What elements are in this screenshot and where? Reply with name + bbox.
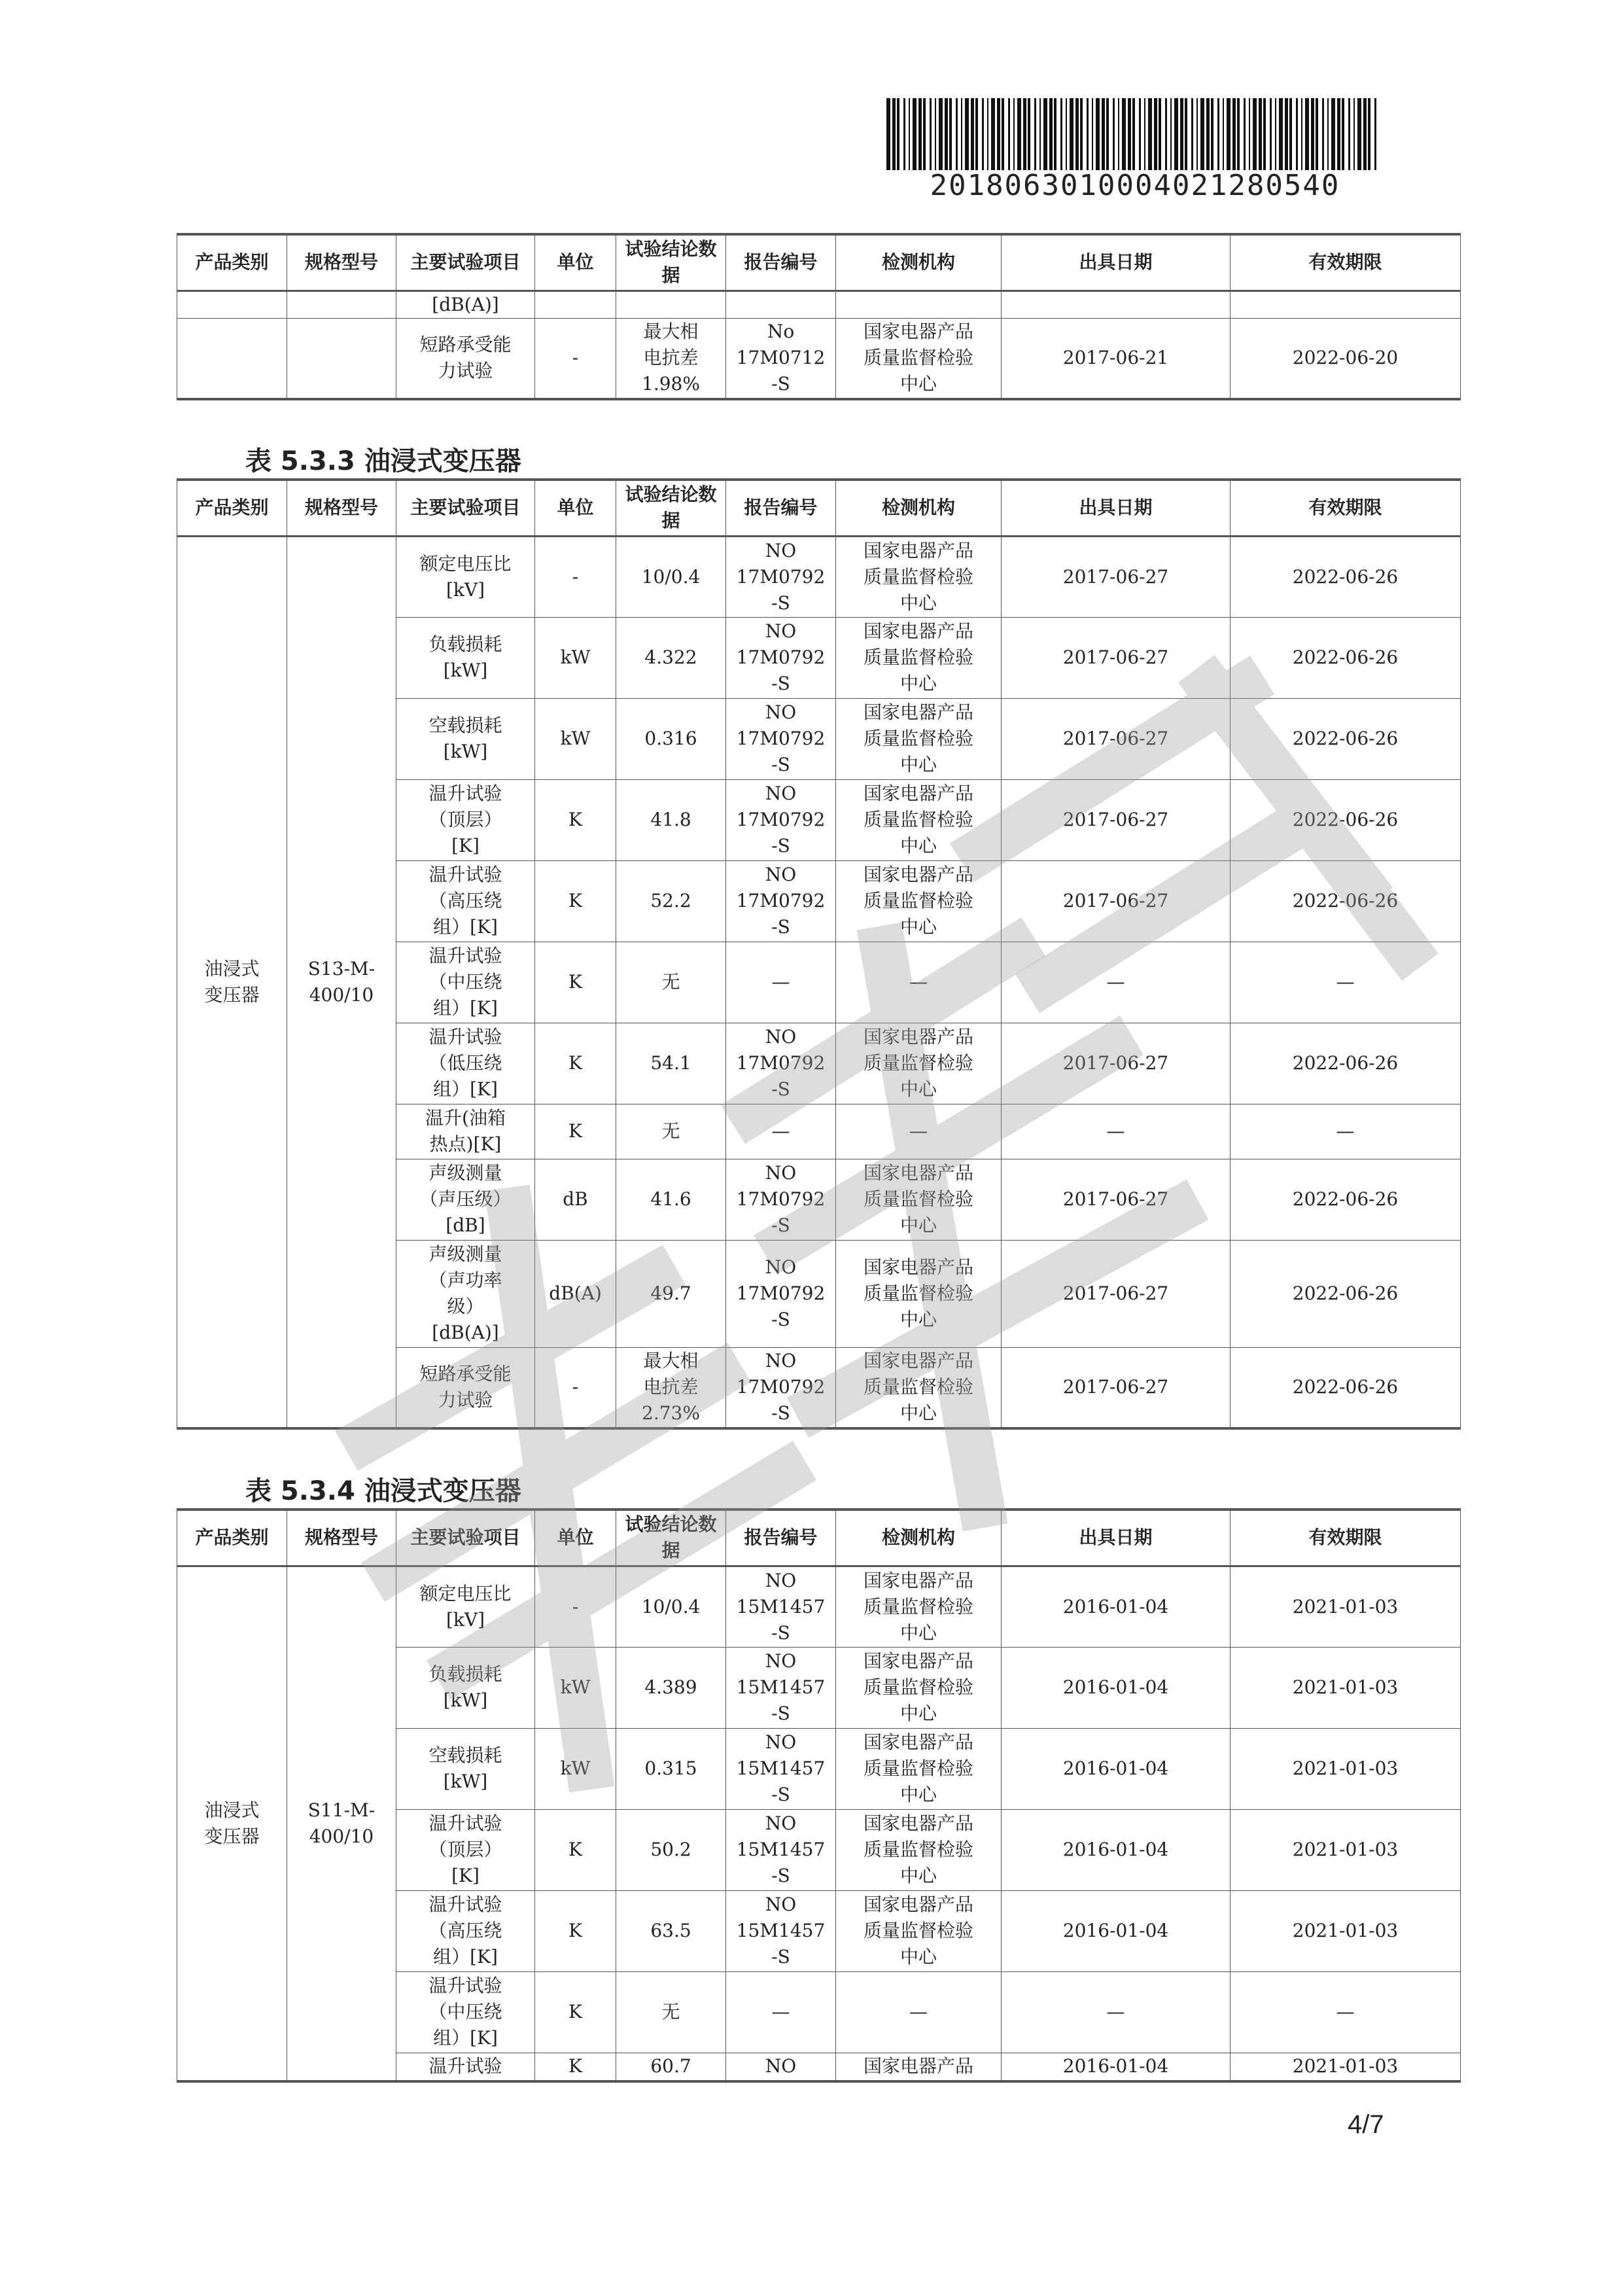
table-cell: —: [1230, 942, 1461, 1023]
table-cell: 国家电器产品 质量监督检验 中心: [836, 1159, 1002, 1240]
table-cell: K: [535, 1023, 616, 1104]
table-cell: 2022-06-26: [1230, 1347, 1461, 1428]
table-cell: 50.2: [616, 1809, 726, 1890]
barcode-bar: [975, 98, 978, 170]
table-cell: 0.316: [616, 698, 726, 779]
column-header: 主要试验项目: [396, 1510, 535, 1566]
table-cell: —: [836, 1104, 1002, 1159]
table-cell: NO 15M1457 -S: [726, 1809, 836, 1890]
table-cell: 无: [616, 1104, 726, 1159]
table-cell: 2021-01-03: [1230, 1728, 1461, 1809]
barcode-bar: [1013, 98, 1015, 170]
barcode-bar: [1374, 98, 1376, 170]
table-cell: [1002, 291, 1230, 318]
barcode-bar: [1008, 98, 1010, 170]
barcode-bar: [1148, 98, 1152, 170]
table-cell: NO 17M0792 -S: [726, 1240, 836, 1347]
table-cell: 声级测量 （声功率 级） [dB(A)]: [396, 1240, 535, 1347]
table-cell: —: [726, 1104, 836, 1159]
table-cell: 温升(油箱 热点)[K]: [396, 1104, 535, 1159]
table-cell: —: [1230, 1971, 1461, 2053]
table-cell: 负载损耗 [kW]: [396, 617, 535, 698]
table-cell: 2017-06-27: [1002, 617, 1230, 698]
table-cell: 2022-06-26: [1230, 1159, 1461, 1240]
table-cell: -: [535, 1566, 616, 1647]
table-cell: 国家电器产品: [836, 2053, 1002, 2081]
barcode: [886, 98, 1384, 170]
barcode-bar: [1289, 98, 1292, 170]
barcode-bar: [1357, 98, 1361, 170]
table-cell: 2021-01-03: [1230, 1647, 1461, 1728]
table-cell: —: [1002, 1104, 1230, 1159]
barcode-bar: [1185, 98, 1187, 170]
table-cell: 无: [616, 1971, 726, 2053]
table-cell: [535, 291, 616, 318]
column-header: 产品类别: [177, 1510, 287, 1566]
table-cell: —: [726, 942, 836, 1023]
barcode-bar: [1285, 98, 1288, 170]
table-cell: 2017-06-27: [1002, 698, 1230, 779]
table-cell: 国家电器产品 质量监督检验 中心: [836, 1647, 1002, 1728]
barcode-bar: [1139, 98, 1141, 170]
column-header: 试验结论数据: [616, 480, 726, 536]
table-cell: NO 15M1457 -S: [726, 1647, 836, 1728]
table-cell: 2017-06-27: [1002, 1159, 1230, 1240]
table-cell: 2017-06-27: [1002, 536, 1230, 617]
barcode-bar: [886, 98, 890, 170]
column-header: 单位: [535, 234, 616, 291]
table-cell: 无: [616, 942, 726, 1023]
section-title-534: 表 5.3.4 油浸式变压器: [245, 1476, 521, 1506]
column-header: 主要试验项目: [396, 480, 535, 536]
table-cell: 国家电器产品 质量监督检验 中心: [836, 860, 1002, 942]
table-cell: 空载损耗 [kW]: [396, 698, 535, 779]
barcode-bar: [1244, 98, 1246, 170]
column-header: 报告编号: [726, 1510, 836, 1566]
barcode-bar: [1279, 98, 1283, 170]
barcode-bar: [1102, 98, 1105, 170]
table-533: [177, 478, 1461, 1430]
table-cell: 2017-06-27: [1002, 779, 1230, 860]
table-cell: dB: [535, 1159, 616, 1240]
column-header: 报告编号: [726, 480, 836, 536]
table-cell: dB(A): [535, 1240, 616, 1347]
barcode-bar: [1348, 98, 1350, 170]
barcode-bar: [949, 98, 952, 170]
barcode-bar: [987, 98, 988, 170]
table-cell: 额定电压比 [kV]: [396, 1566, 535, 1647]
barcode-bar: [1017, 98, 1021, 170]
table-cell: 2016-01-04: [1002, 1647, 1230, 1728]
column-header: 单位: [535, 1510, 616, 1566]
barcode-bar: [1159, 98, 1161, 170]
table-cell: 空载损耗 [kW]: [396, 1728, 535, 1809]
table-cell: 国家电器产品 质量监督检验 中心: [836, 536, 1002, 617]
table-cell: 温升试验 （高压绕 组）[K]: [396, 1890, 535, 1971]
barcode-bar: [1296, 98, 1298, 170]
table-cell: NO 15M1457 -S: [726, 1890, 836, 1971]
table-cell: 2022-06-26: [1230, 860, 1461, 942]
table-cell: 国家电器产品 质量监督检验 中心: [836, 1566, 1002, 1647]
barcode-bar: [1363, 98, 1367, 170]
table-cell: 2022-06-26: [1230, 1023, 1461, 1104]
table-cell: 60.7: [616, 2053, 726, 2081]
table-cell: 国家电器产品 质量监督检验 中心: [836, 617, 1002, 698]
barcode-bar: [892, 98, 896, 170]
table-cell: 2017-06-27: [1002, 1347, 1230, 1428]
table-cell: —: [836, 942, 1002, 1023]
barcode-bar: [1066, 98, 1067, 170]
barcode-bar: [1223, 98, 1224, 170]
barcode-bar: [918, 98, 922, 170]
barcode-bar: [1092, 98, 1093, 170]
table-cell: -: [535, 536, 616, 617]
table-row: [177, 291, 1461, 318]
barcode-bar: [1342, 98, 1344, 170]
table-cell: -: [535, 318, 616, 399]
barcode-bar: [1200, 98, 1204, 170]
table-cell: 41.8: [616, 779, 726, 860]
table-cell: [dB(A)]: [396, 291, 535, 318]
table-cell: 2021-01-03: [1230, 2053, 1461, 2081]
column-header: 主要试验项目: [396, 234, 535, 291]
table-cell: 2022-06-20: [1230, 318, 1461, 399]
barcode-bar: [1337, 98, 1340, 170]
barcode-bar: [1096, 98, 1100, 170]
table-cell: 41.6: [616, 1159, 726, 1240]
barcode-bar: [1087, 98, 1089, 170]
barcode-bar: [1054, 98, 1056, 170]
table-cell: NO 17M0792 -S: [726, 1159, 836, 1240]
table-cell: NO 17M0792 -S: [726, 536, 836, 617]
barcode-bar: [1249, 98, 1250, 170]
table-cell: —: [1230, 1104, 1461, 1159]
barcode-bar: [1206, 98, 1210, 170]
barcode-bar: [1322, 98, 1324, 170]
barcode-bar: [1118, 98, 1119, 170]
table-cell: 温升试验 （高压绕 组）[K]: [396, 860, 535, 942]
barcode-bar: [1034, 98, 1036, 170]
table-cell: 4.389: [616, 1647, 726, 1728]
table-cell: [287, 318, 396, 399]
barcode-bar: [1217, 98, 1219, 170]
table-cell: 2017-06-27: [1002, 1023, 1230, 1104]
barcode-bar: [909, 98, 910, 170]
barcode-bar: [1113, 98, 1115, 170]
table-cell: —: [1002, 1971, 1230, 2053]
barcode-bar: [961, 98, 962, 170]
barcode-bar: [997, 98, 1000, 170]
table-continued: [177, 233, 1461, 400]
table-cell: 国家电器产品 质量监督检验 中心: [836, 1240, 1002, 1347]
table-cell: 温升试验 （中压绕 组）[K]: [396, 942, 535, 1023]
section-title-533: 表 5.3.3 油浸式变压器: [245, 446, 521, 476]
table-cell: 2022-06-26: [1230, 617, 1461, 698]
table-cell: 2016-01-04: [1002, 1728, 1230, 1809]
barcode-bar: [1227, 98, 1230, 170]
column-header: 规格型号: [287, 480, 396, 536]
table-cell: —: [726, 1971, 836, 2053]
table-cell: 额定电压比 [kV]: [396, 536, 535, 617]
table-cell: 2017-06-27: [1002, 860, 1230, 942]
barcode-bar: [930, 98, 932, 170]
table-cell: 49.7: [616, 1240, 726, 1347]
table-cell: 2016-01-04: [1002, 1809, 1230, 1890]
column-header: 试验结论数据: [616, 1510, 726, 1566]
table-cell: 温升试验 （顶层） [K]: [396, 1809, 535, 1890]
table-cell: S11-M- 400/10: [287, 1566, 396, 2081]
column-header: 检测机构: [836, 480, 1002, 536]
barcode-bar: [982, 98, 984, 170]
barcode-bar: [971, 98, 974, 170]
table-cell: NO 17M0792 -S: [726, 860, 836, 942]
table-cell: NO 17M0792 -S: [726, 698, 836, 779]
table-cell: K: [535, 779, 616, 860]
barcode-bar: [1128, 98, 1131, 170]
barcode-bar: [1070, 98, 1073, 170]
table-cell: K: [535, 1890, 616, 1971]
table-cell: [1230, 291, 1461, 318]
table-cell: [726, 291, 836, 318]
table-cell: [287, 291, 396, 318]
barcode-bar: [956, 98, 958, 170]
table-cell: 油浸式 变压器: [177, 1566, 287, 2081]
barcode-bar: [1327, 98, 1329, 170]
table-row: [177, 1566, 1461, 1647]
column-header: 检测机构: [836, 234, 1002, 291]
barcode-bar: [1049, 98, 1053, 170]
column-header: 检测机构: [836, 1510, 1002, 1566]
table-row: [177, 318, 1461, 399]
barcode-bar: [1301, 98, 1302, 170]
table-cell: K: [535, 1104, 616, 1159]
barcode-bar: [1305, 98, 1309, 170]
table-cell: 温升试验 （中压绕 组）[K]: [396, 1971, 535, 2053]
barcode-bar: [1368, 98, 1370, 170]
table-cell: 国家电器产品 质量监督检验 中心: [836, 698, 1002, 779]
table-cell: 国家电器产品 质量监督检验 中心: [836, 1347, 1002, 1428]
barcode-bar: [1039, 98, 1041, 170]
table-cell: NO 17M0792 -S: [726, 617, 836, 698]
barcode-bar: [1353, 98, 1355, 170]
barcode-bar: [1270, 98, 1272, 170]
table-cell: 2022-06-26: [1230, 698, 1461, 779]
barcode-bar: [1232, 98, 1236, 170]
page-number: 4/7: [1348, 2110, 1384, 2139]
table-cell: 2016-01-04: [1002, 2053, 1230, 2081]
barcode-number: 2018063010004021280540: [930, 169, 1340, 202]
table-cell: 油浸式 变压器: [177, 536, 287, 1428]
table-cell: 2016-01-04: [1002, 1566, 1230, 1647]
table-cell: kW: [535, 698, 616, 779]
column-header: 产品类别: [177, 234, 287, 291]
column-header: 单位: [535, 480, 616, 536]
table-cell: 负载损耗 [kW]: [396, 1647, 535, 1728]
table-cell: 温升试验: [396, 2053, 535, 2081]
barcode-bar: [1170, 98, 1172, 170]
barcode-bar: [1191, 98, 1193, 170]
table-cell: 2021-01-03: [1230, 1890, 1461, 1971]
table-cell: 2017-06-27: [1002, 1240, 1230, 1347]
column-header: 出具日期: [1002, 480, 1230, 536]
table-cell: 国家电器产品 质量监督检验 中心: [836, 779, 1002, 860]
table-cell: NO 17M0792 -S: [726, 779, 836, 860]
barcode-bar: [1132, 98, 1135, 170]
table-cell: —: [836, 1971, 1002, 2053]
table-cell: 2016-01-04: [1002, 1890, 1230, 1971]
column-header: 产品类别: [177, 480, 287, 536]
barcode-bar: [1122, 98, 1126, 170]
table-cell: K: [535, 1971, 616, 2053]
table-cell: 52.2: [616, 860, 726, 942]
table-cell: 最大相 电抗差 2.73%: [616, 1347, 726, 1428]
table-cell: 2017-06-21: [1002, 318, 1230, 399]
table-cell: K: [535, 1809, 616, 1890]
barcode-bar: [939, 98, 943, 170]
table-cell: NO 17M0792 -S: [726, 1347, 836, 1428]
table-cell: NO: [726, 2053, 836, 2081]
barcode-bar: [903, 98, 905, 170]
table-cell: 国家电器产品 质量监督检验 中心: [836, 1023, 1002, 1104]
table-cell: 国家电器产品 质量监督检验 中心: [836, 1728, 1002, 1809]
table-cell: K: [535, 2053, 616, 2081]
table-cell: 10/0.4: [616, 1566, 726, 1647]
barcode-bar: [1060, 98, 1062, 170]
column-header: 有效期限: [1230, 234, 1461, 291]
barcode-bar: [935, 98, 936, 170]
table-cell: NO 17M0792 -S: [726, 1023, 836, 1104]
table-cell: kW: [535, 1647, 616, 1728]
table-cell: 国家电器产品 质量监督检验 中心: [836, 1890, 1002, 1971]
barcode-bar: [1023, 98, 1026, 170]
barcode-bar: [1154, 98, 1157, 170]
table-cell: 温升试验 （低压绕 组）[K]: [396, 1023, 535, 1104]
table-cell: 短路承受能 力试验: [396, 318, 535, 399]
table-cell: 2021-01-03: [1230, 1809, 1461, 1890]
table-cell: 2022-06-26: [1230, 1240, 1461, 1347]
barcode-bar: [1331, 98, 1335, 170]
table-cell: NO 15M1457 -S: [726, 1728, 836, 1809]
barcode-bar: [945, 98, 948, 170]
barcode-bar: [1253, 98, 1257, 170]
table-cell: [177, 318, 287, 399]
barcode-bar: [965, 98, 969, 170]
barcode-bar: [1275, 98, 1276, 170]
barcode-bar: [913, 98, 916, 170]
table-cell: 国家电器产品 质量监督检验 中心: [836, 1809, 1002, 1890]
table-cell: 54.1: [616, 1023, 726, 1104]
table-cell: 2022-06-26: [1230, 779, 1461, 860]
barcode-bar: [1043, 98, 1047, 170]
barcode-bar: [1075, 98, 1079, 170]
column-header: 有效期限: [1230, 1510, 1461, 1566]
barcode-bar: [1174, 98, 1178, 170]
table-cell: NO 15M1457 -S: [726, 1566, 836, 1647]
barcode-bar: [1144, 98, 1145, 170]
barcode-bar: [923, 98, 926, 170]
barcode-bar: [1263, 98, 1266, 170]
barcode-bar: [1311, 98, 1314, 170]
barcode-bar: [1316, 98, 1318, 170]
table-cell: [177, 291, 287, 318]
table-cell: 4.322: [616, 617, 726, 698]
table-cell: 2022-06-26: [1230, 536, 1461, 617]
barcode-bar: [1180, 98, 1183, 170]
table-cell: K: [535, 860, 616, 942]
column-header: 出具日期: [1002, 234, 1230, 291]
column-header: 报告编号: [726, 234, 836, 291]
column-header: 规格型号: [287, 1510, 396, 1566]
table-cell: 0.315: [616, 1728, 726, 1809]
table-cell: No 17M0712 -S: [726, 318, 836, 399]
table-cell: 国家电器产品 质量监督检验 中心: [836, 318, 1002, 399]
table-cell: -: [535, 1347, 616, 1428]
barcode-bar: [1080, 98, 1083, 170]
barcode-bar: [1165, 98, 1167, 170]
column-header: 有效期限: [1230, 480, 1461, 536]
barcode-bar: [1259, 98, 1262, 170]
table-cell: [836, 291, 1002, 318]
barcode-bar: [991, 98, 995, 170]
table-534: [177, 1508, 1461, 2083]
table-cell: —: [1002, 942, 1230, 1023]
table-cell: S13-M- 400/10: [287, 536, 396, 1428]
barcode-bar: [1196, 98, 1198, 170]
column-header: 出具日期: [1002, 1510, 1230, 1566]
barcode-bar: [1237, 98, 1240, 170]
table-cell: 声级测量 （声压级） [dB]: [396, 1159, 535, 1240]
barcode-bar: [1002, 98, 1004, 170]
barcode-bar: [1028, 98, 1030, 170]
table-cell: 最大相 电抗差 1.98%: [616, 318, 726, 399]
table-cell: 2021-01-03: [1230, 1566, 1461, 1647]
table-row: [177, 536, 1461, 617]
column-header: 规格型号: [287, 234, 396, 291]
table-cell: 10/0.4: [616, 536, 726, 617]
table-cell: kW: [535, 617, 616, 698]
barcode-bar: [897, 98, 899, 170]
barcode-bar: [1211, 98, 1213, 170]
column-header: 试验结论数据: [616, 234, 726, 291]
table-cell: [616, 291, 726, 318]
table-cell: 短路承受能 力试验: [396, 1347, 535, 1428]
table-cell: 温升试验 （顶层） [K]: [396, 779, 535, 860]
table-cell: 63.5: [616, 1890, 726, 1971]
barcode-bar: [1106, 98, 1109, 170]
table-cell: kW: [535, 1728, 616, 1809]
table-cell: K: [535, 942, 616, 1023]
